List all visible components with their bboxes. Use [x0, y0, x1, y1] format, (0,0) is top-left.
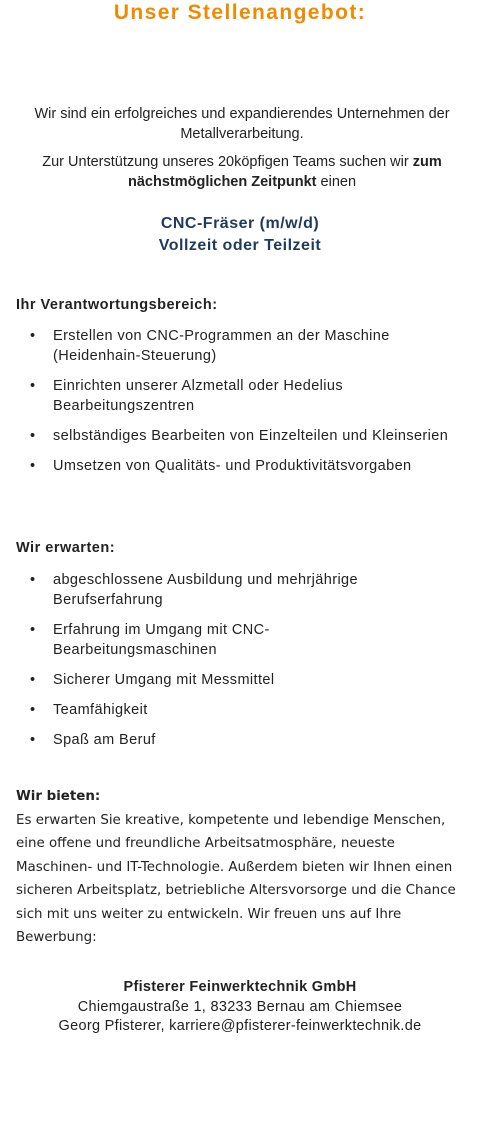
list-item-text: abgeschlossene Ausbildung und mehrjährige Berufserfahrung: [53, 572, 358, 608]
list-item-text: Sicherer Umgang mit Messmittel: [53, 672, 275, 688]
bullet-icon: •: [30, 622, 36, 638]
job-title: CNC-Fräser (m/w/d): [160, 215, 320, 232]
intro-text-emphasis: zum nächstmöglichen Zeitpunkt: [127, 154, 442, 190]
bullet-icon: •: [30, 672, 36, 688]
list-item: [0, 670, 473, 690]
list-item: [0, 426, 473, 446]
intro-text-pre: Zur Unterstützung unseres 20köpfigen Teams suchen wir: [42, 154, 413, 170]
list-item: [0, 620, 363, 660]
company-name: Pfisterer Feinwerktechnik GmbH: [123, 979, 357, 995]
expectations-heading: Wir erwarten:: [16, 540, 116, 556]
list-item: [0, 326, 473, 366]
bullet-icon: •: [30, 572, 36, 588]
list-item: [0, 376, 473, 416]
intro-text-search: [20, 152, 464, 192]
expectations-list: [0, 570, 480, 760]
list-item-text: selbständiges Bearbeiten von Einzelteilen und Kleinserien: [53, 428, 449, 444]
intro-text: Wir sind ein erfolgreiches und expandierendes Unternehmen der Metallverarbeitung.: [34, 106, 450, 142]
company-address: Chiemgaustraße 1, 83233 Bernau am Chiemsee: [77, 998, 403, 1015]
bullet-icon: •: [30, 458, 36, 474]
offer-heading: Wir bieten:: [16, 789, 101, 804]
list-item-text: Umsetzen von Qualitäts- und Produktivitätsvorgaben: [53, 458, 412, 474]
list-item-text: Erstellen von CNC-Programmen an der Maschine (Heidenhain-Steuerung): [53, 328, 390, 364]
bullet-icon: •: [30, 378, 36, 394]
offer-block: [16, 785, 468, 950]
list-item-text: Spaß am Beruf: [53, 732, 156, 748]
page-title: Unser Stellenangebot:: [113, 1, 367, 24]
list-item-text: Einrichten unserer Alzmetall oder Hedelius Bearbeitungszentren: [53, 378, 344, 414]
intro-block: [20, 104, 464, 192]
bullet-icon: •: [30, 428, 36, 444]
responsibilities-list: [0, 326, 480, 486]
list-item-text: Teamfähigkeit: [53, 702, 148, 718]
bullet-icon: •: [30, 702, 36, 718]
intro-text-post: einen: [316, 174, 357, 190]
list-item: [0, 730, 473, 750]
job-type: Vollzeit oder Teilzeit: [158, 237, 322, 254]
offer-text: Es erwarten Sie kreative, kompetente und lebendige Menschen, eine offene und freundliche Arbeitsatmosphäre, neueste Maschinen- und IT-Technologie. Außerdem bieten wir Ihnen einen sicheren Arbeitsplatz, betriebliche Altersvorsorge und die Chance sich mit uns weiter zu entwickeln. Wir freuen uns auf Ihre Bewerbung:: [16, 812, 456, 945]
list-item-text: Erfahrung im Umgang mit CNC-Bearbeitungsmaschinen: [53, 622, 270, 658]
responsibilities-heading: Ihr Verantwortungsbereich:: [16, 297, 218, 313]
contact-block: [0, 978, 480, 1037]
list-item: [0, 570, 433, 610]
contact-person-email: Georg Pfisterer, karriere@pfisterer-feinwerktechnik.de: [58, 1018, 422, 1034]
list-item: [0, 700, 473, 720]
bullet-icon: •: [30, 732, 36, 748]
bullet-icon: •: [30, 328, 36, 344]
list-item: [0, 456, 480, 476]
job-heading: [0, 213, 480, 257]
